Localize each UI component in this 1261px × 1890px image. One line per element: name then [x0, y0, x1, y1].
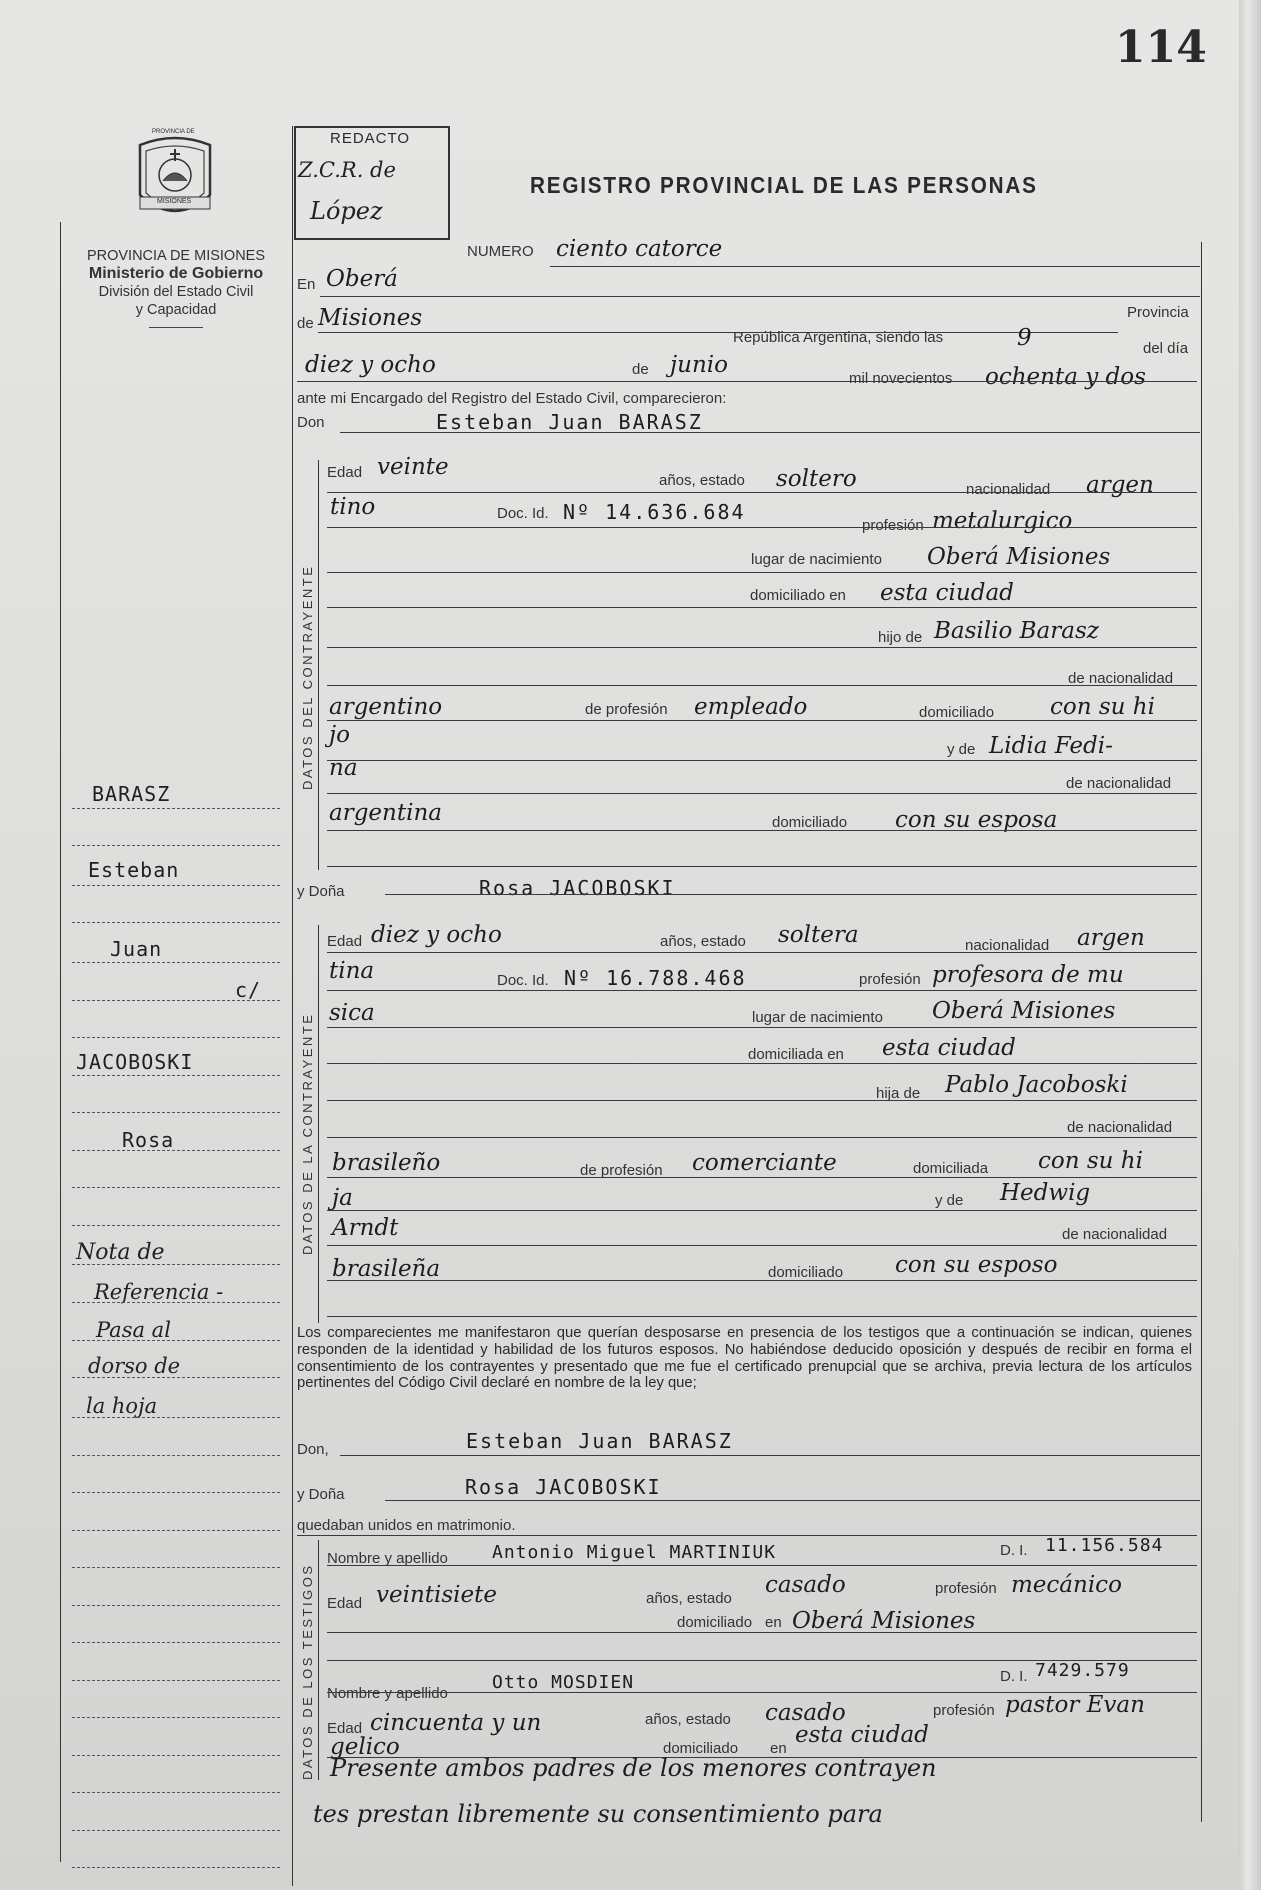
c-edad-label: Edad	[327, 464, 363, 481]
margin-name2: Juan	[110, 937, 163, 961]
declaration-text: Los comparecientes me manifestaron que querían desposarse en presencia de los testigos que a continuación se indican, quienes responden de la identidad y habilidad de los futuros esposos. No habiéndose deducido oposición y después de recibir en forma el consentimiento de los contrayentes y presentado que me fue el certificado prenupcial que se archiva, previa lectura de los artículos pertinentes del Código Civil declaré en nombre de la ley que;	[297, 1325, 1192, 1392]
f-madre-b: Arndt	[332, 1215, 399, 1241]
c-domiciliado-label: domiciliado	[919, 704, 995, 721]
margin-conj: c/	[235, 978, 262, 1002]
registry-title: REGISTRO PROVINCIAL DE LAS PERSONAS	[530, 172, 1038, 198]
decl-don: Esteban Juan BARASZ	[466, 1429, 733, 1453]
f-madre-a: Hedwig	[1000, 1180, 1091, 1206]
c-padre-dom-a: con su hi	[1050, 694, 1155, 720]
c-edad: veinte	[377, 454, 449, 480]
t2-edad: cincuenta y un	[370, 1710, 542, 1736]
province-name: PROVINCIA DE MISIONES	[86, 248, 266, 264]
left-margin-border	[60, 222, 61, 1862]
t2-estado: casado	[765, 1700, 846, 1726]
f-padre-dom-b: ja	[332, 1185, 353, 1211]
t2-nombre: Otto MOSDIEN	[492, 1672, 635, 1693]
seal-text-top: PROVINCIA DE	[152, 129, 195, 135]
c-de-prof-label: de profesión	[585, 701, 668, 718]
decl-don-label: Don,	[297, 1441, 329, 1458]
f-estado: soltera	[778, 922, 859, 948]
c-anios-label: años, estado	[659, 472, 745, 489]
t1-edad-label: Edad	[327, 1595, 363, 1612]
divider	[149, 327, 203, 328]
f-lugar-nac-label: lugar de nacimiento	[752, 1009, 883, 1026]
f-prof-label: profesión	[859, 971, 921, 988]
province-block	[68, 247, 284, 328]
c-nac-label: nacionalidad	[966, 481, 1051, 498]
margin-name3: Rosa	[122, 1128, 175, 1152]
c-madre-dom-label: domiciliado	[772, 814, 848, 831]
f-domic-label: domiciliada en	[748, 1046, 844, 1063]
t1-dom: Oberá Misiones	[792, 1608, 976, 1634]
t1-en-label: en	[765, 1614, 782, 1631]
c-domic-label: domiciliado en	[750, 587, 846, 604]
right-border	[1201, 242, 1202, 1822]
f-padre-prof: comerciante	[692, 1150, 837, 1176]
t2-di-label: D. I.	[1000, 1668, 1028, 1685]
nota-line2: tes prestan libremente su consentimiento para	[313, 1800, 883, 1828]
seal-text-bottom: MISIONES	[157, 198, 192, 205]
de-label: de	[297, 315, 314, 332]
t1-prof: mecánico	[1011, 1572, 1122, 1598]
provincia-label: Provincia	[1127, 304, 1189, 321]
margin-note-2: Referencia -	[94, 1280, 224, 1304]
c-padre-nac: argentino	[329, 694, 443, 720]
c-madre-dom: con su esposa	[895, 807, 1058, 833]
en-label: En	[297, 276, 316, 293]
y-dona-label: y Doña	[297, 883, 345, 900]
c-hijo-label: hijo de	[878, 629, 923, 646]
redacto-line2: López	[310, 197, 383, 225]
t2-di: 7429.579	[1035, 1660, 1130, 1681]
t1-di-label: D. I.	[1000, 1542, 1028, 1559]
numero-value: ciento catorce	[556, 236, 723, 262]
f-padre: Pablo Jacoboski	[945, 1072, 1128, 1098]
c-de-nac-label: de nacionalidad	[1068, 670, 1174, 687]
t2-dom: esta ciudad	[795, 1722, 929, 1748]
lugar-value: Oberá	[326, 266, 398, 292]
c-estado: soltero	[776, 466, 857, 492]
c-madre-b: na	[329, 755, 358, 781]
t1-di: 11.156.584	[1045, 1535, 1164, 1556]
t1-nombre: Antonio Miguel MARTINIUK	[492, 1542, 777, 1563]
provincia-nombre: Misiones	[318, 305, 423, 331]
f-de-nac-label: de nacionalidad	[1067, 1119, 1173, 1136]
f-anios-label: años, estado	[660, 933, 746, 950]
del-dia-label: del día	[1143, 340, 1189, 357]
c-madre-a: Lidia Fedi-	[989, 733, 1113, 759]
c-lugar-nac: Oberá Misiones	[927, 544, 1111, 570]
c-madre-de-nac-label: de nacionalidad	[1066, 775, 1172, 792]
f-domiciliada-label: domiciliada	[913, 1160, 989, 1177]
c-lugar-nac-label: lugar de nacimiento	[751, 551, 882, 568]
f-padre-nac: brasileño	[332, 1150, 441, 1176]
de-mes-label: de	[632, 361, 649, 378]
inner-left-border	[292, 126, 293, 1886]
anio-value: ochenta y dos	[985, 364, 1146, 390]
f-y-de-label: y de	[935, 1192, 964, 1209]
t1-nombre-label: Nombre y apellido	[327, 1550, 448, 1567]
decl-y-dona-label: y Doña	[297, 1486, 345, 1503]
c-padre-prof: empleado	[694, 694, 808, 720]
t1-domic-label: domiciliado	[677, 1614, 753, 1631]
c-padre-dom-b: jo	[329, 722, 350, 748]
contrayenta-nombre: Rosa JACOBOSKI	[479, 876, 676, 900]
c-prof-label: profesión	[862, 517, 924, 534]
f-nac-label: nacionalidad	[965, 937, 1050, 954]
f-lugar-nac: Oberá Misiones	[932, 998, 1116, 1024]
division-line2: y Capacidad	[135, 302, 217, 318]
t2-domic-label: domiciliado	[663, 1740, 739, 1757]
f-edad-label: Edad	[327, 933, 363, 950]
t1-prof-label: profesión	[935, 1580, 997, 1597]
f-edad: diez y ocho	[371, 922, 502, 948]
t2-edad-label: Edad	[327, 1720, 363, 1737]
t1-anios-label: años, estado	[646, 1590, 732, 1607]
t2-anios-label: años, estado	[645, 1711, 731, 1728]
c-nac-a: argen	[1086, 472, 1154, 498]
t2-nombre-label: Nombre y apellido	[327, 1685, 448, 1702]
f-madre-dom-label: domiciliado	[768, 1264, 844, 1281]
c-madre-nac: argentina	[329, 800, 442, 826]
margin-note-5: la hoja	[86, 1394, 158, 1418]
f-domicilio: esta ciudad	[882, 1035, 1016, 1061]
t1-estado: casado	[765, 1572, 846, 1598]
t2-prof-b: gelico	[330, 1734, 400, 1760]
mes-value: junio	[670, 352, 728, 378]
c-padre: Basilio Barasz	[934, 618, 1099, 644]
f-padre-dom-a: con su hi	[1038, 1148, 1143, 1174]
contrayente-section-label: DATOS DEL CONTRAYENTE	[300, 564, 315, 790]
republica-text: República Argentina, siendo las	[733, 329, 944, 346]
f-doc-label: Doc. Id.	[497, 972, 549, 989]
t1-edad: veintisiete	[376, 1582, 497, 1608]
hora-value: 9	[1017, 325, 1032, 351]
ministry-name: Ministerio de Gobierno	[88, 265, 264, 282]
redacto-label: REDACTO	[330, 130, 411, 147]
c-doc-label: Doc. Id.	[497, 505, 549, 522]
dia-value: diez y ocho	[305, 352, 436, 378]
testigos-section-label: DATOS DE LOS TESTIGOS	[300, 1563, 315, 1780]
page-number: 114	[1115, 22, 1207, 73]
provincial-seal-icon	[130, 135, 220, 227]
f-madre-nac: brasileña	[332, 1256, 441, 1282]
c-domicilio: esta ciudad	[880, 580, 1014, 606]
f-de-prof-label: de profesión	[580, 1162, 663, 1179]
decl-dona: Rosa JACOBOSKI	[465, 1475, 662, 1499]
f-profesion-b: sica	[329, 1000, 375, 1026]
f-profesion-a: profesora de mu	[932, 962, 1124, 988]
t2-prof-label: profesión	[933, 1702, 995, 1719]
c-profesion: metalurgico	[932, 508, 1073, 534]
contrayente-border	[318, 460, 319, 870]
c-nac-b: tino	[330, 494, 376, 520]
c-y-de-label: y de	[947, 741, 976, 758]
redacto-line1: Z.C.R. de	[298, 158, 396, 182]
nota-line1: Presente ambos padres de los menores contrayen	[330, 1754, 937, 1782]
f-madre-dom: con su esposo	[895, 1252, 1058, 1278]
f-madre-de-nac-label: de nacionalidad	[1062, 1226, 1168, 1243]
margin-note-3: Pasa al	[96, 1318, 171, 1342]
don-label: Don	[297, 414, 325, 431]
f-hija-label: hija de	[876, 1085, 921, 1102]
t2-prof-a: pastor Evan	[1005, 1692, 1145, 1718]
margin-note-1: Nota de	[76, 1240, 165, 1265]
numero-label: NUMERO	[467, 243, 534, 260]
f-nac-a: argen	[1077, 925, 1145, 951]
f-doc: Nº 16.788.468	[564, 966, 747, 990]
contrayente-nombre: Esteban Juan BARASZ	[436, 410, 703, 434]
ante-text: ante mi Encargado del Registro del Estado Civil, comparecieron:	[297, 390, 727, 407]
margin-surname2: JACOBOSKI	[76, 1050, 194, 1074]
testigos-border	[318, 1540, 319, 1780]
c-doc: Nº 14.636.684	[563, 500, 746, 524]
t2-en-label: en	[770, 1740, 787, 1757]
margin-surname: BARASZ	[92, 782, 171, 806]
margin-name1: Esteban	[88, 858, 180, 882]
division-line1: División del Estado Civil	[98, 284, 254, 300]
unidos-text: quedaban unidos en matrimonio.	[297, 1517, 516, 1534]
contrayenta-border	[318, 925, 319, 1323]
contrayenta-section-label: DATOS DE LA CONTRAYENTE	[300, 1012, 315, 1255]
page-edge	[1239, 0, 1261, 1890]
mil-label: mil novecientos	[849, 370, 953, 387]
margin-note-4: dorso de	[88, 1354, 181, 1378]
f-nac-b: tina	[329, 958, 375, 984]
